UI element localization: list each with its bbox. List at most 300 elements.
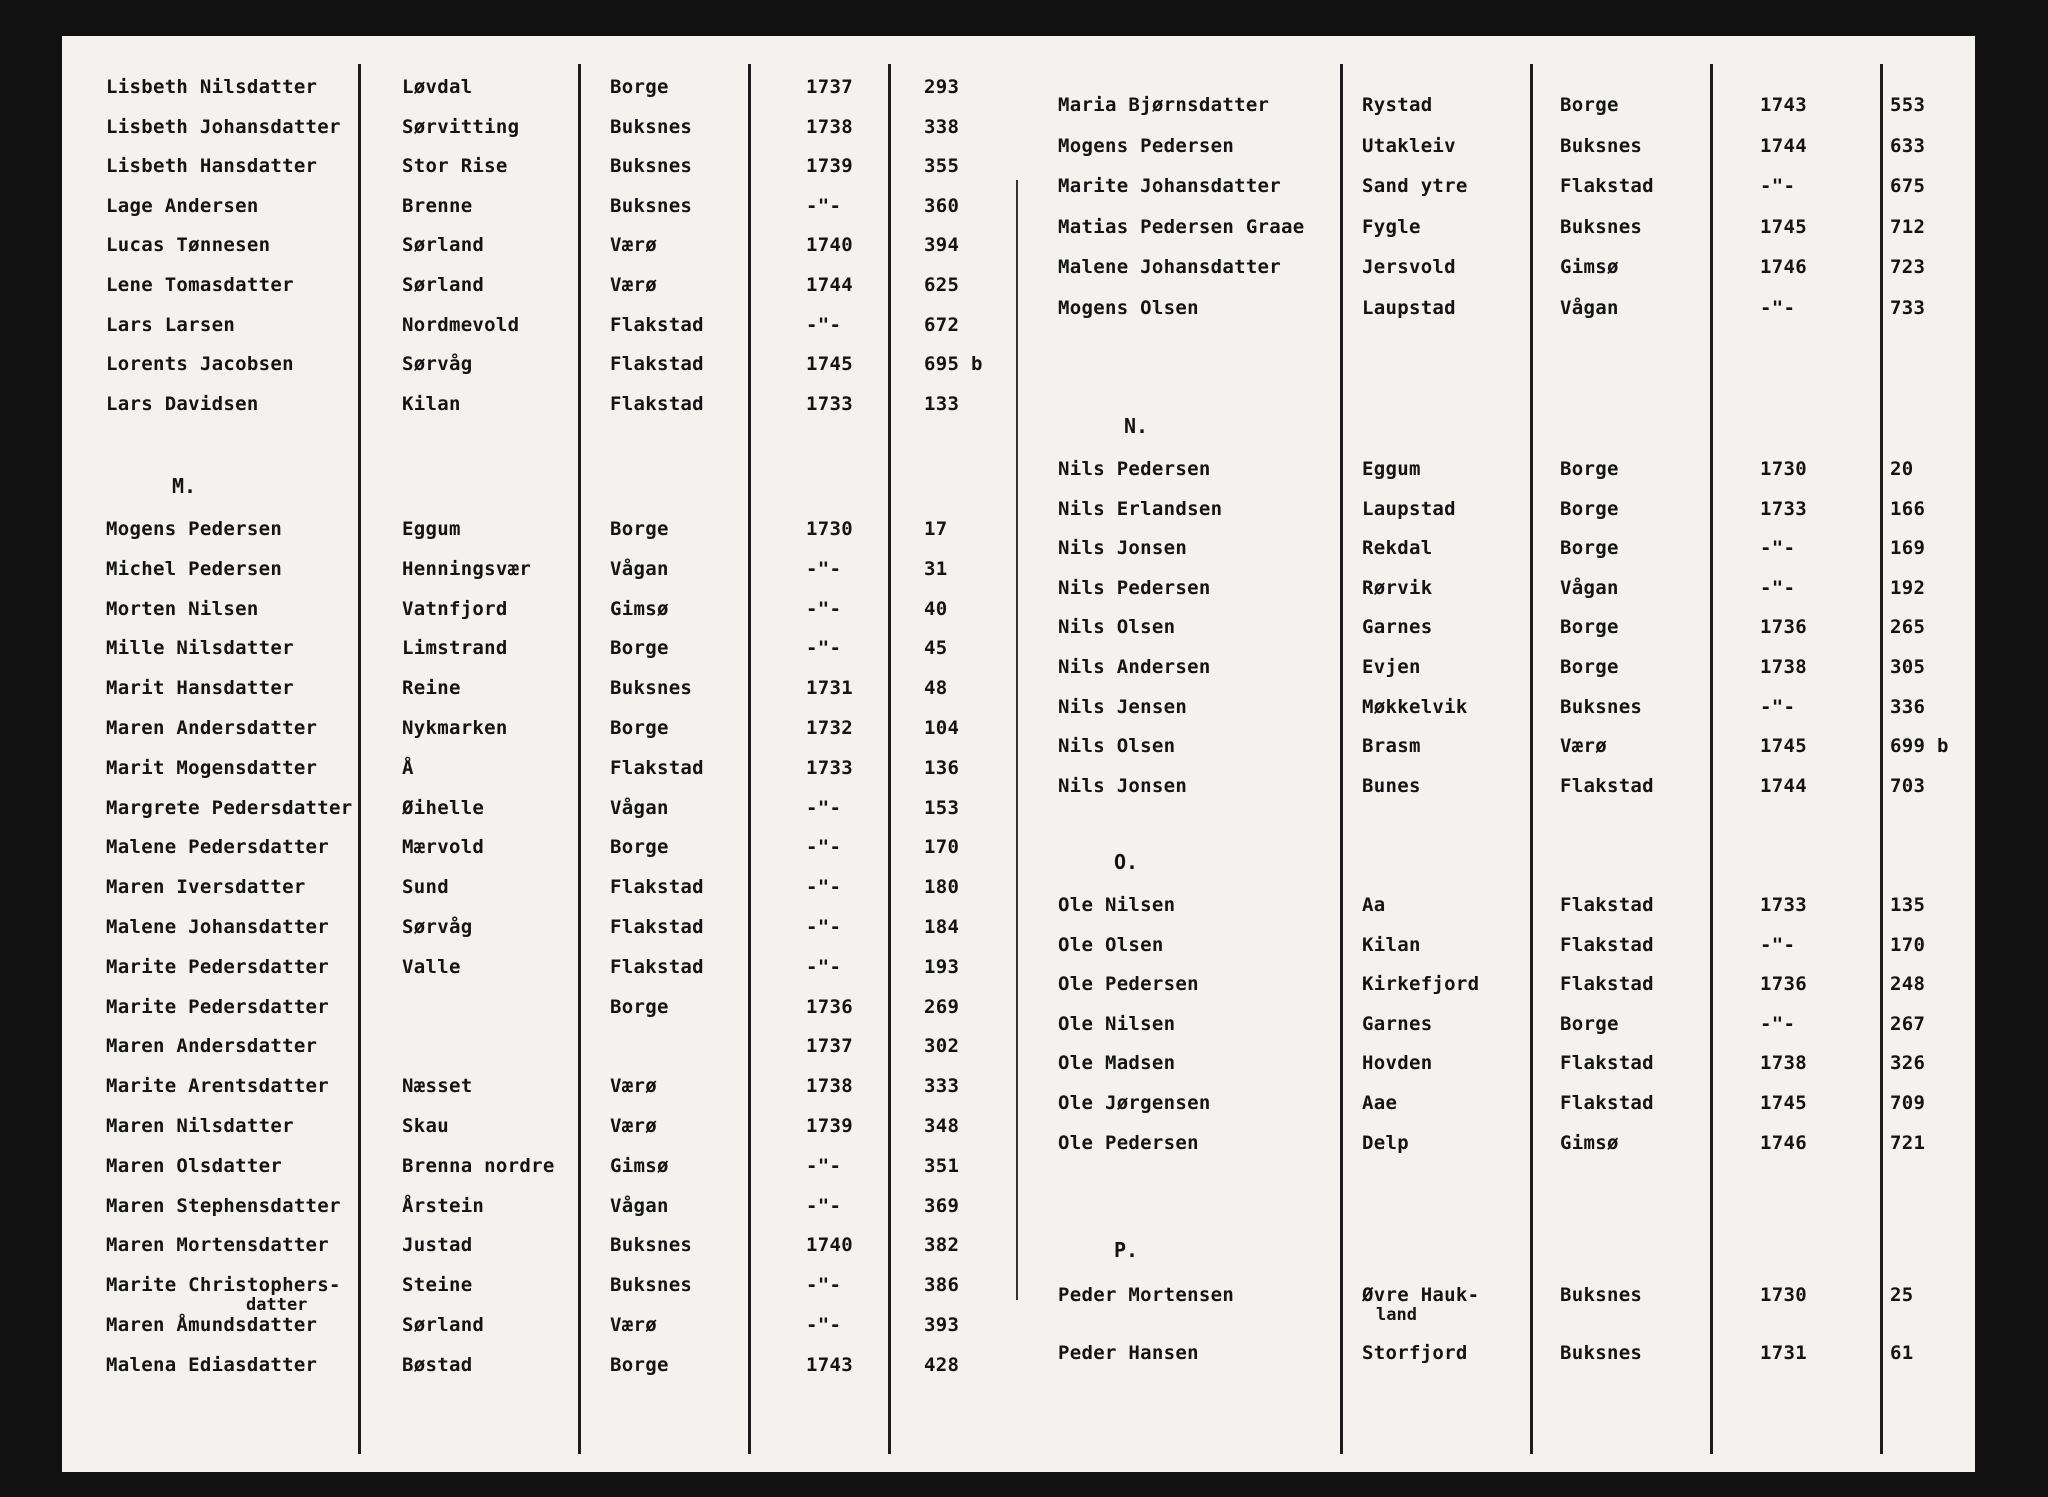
person-name: Maria Bjørnsdatter: [1058, 94, 1270, 116]
person-name: Nils Andersen: [1058, 656, 1211, 678]
section-letter: P.: [1114, 1238, 1139, 1262]
farm-name: Løvdal: [402, 76, 473, 98]
farm-name: Utakleiv: [1362, 134, 1456, 157]
entry-number: 428: [924, 1353, 960, 1376]
register-row: [1030, 969, 1975, 1003]
farm-name: Vatnfjord: [402, 597, 508, 620]
person-name: Nils Erlandsen: [1058, 497, 1223, 520]
person-name: Peder Mortensen: [1058, 1284, 1235, 1306]
year-value: 1745: [806, 353, 853, 376]
farm-name: Sand ytre: [1362, 175, 1468, 197]
year-value: 1744: [1760, 134, 1807, 157]
person-name: Ole Pedersen: [1058, 1131, 1199, 1154]
register-row: [1030, 90, 1975, 124]
farm-name: Hovden: [1362, 1052, 1433, 1075]
year-value: -"-: [1760, 933, 1796, 956]
register-row: [62, 270, 1030, 304]
year-value: 1738: [806, 115, 853, 138]
continuation-text: datter: [246, 1295, 308, 1315]
entry-number: 672: [924, 313, 960, 336]
year-value: 1746: [1760, 1131, 1807, 1154]
year-value: 1733: [806, 756, 853, 779]
binding-thread: [1016, 180, 1018, 1300]
register-row: [62, 72, 1030, 106]
farm-name: Skau: [402, 1115, 449, 1137]
entry-number: 293: [924, 76, 960, 98]
register-row: [62, 594, 1030, 628]
person-name: Lars Larsen: [106, 313, 236, 336]
register-row: [1030, 252, 1975, 286]
year-value: -"-: [806, 1154, 842, 1177]
farm-name: Aae: [1362, 1092, 1398, 1114]
person-name: Ole Madsen: [1058, 1052, 1176, 1075]
year-value: -"-: [806, 955, 842, 978]
parish-name: Borge: [1560, 94, 1619, 116]
register-row: [1030, 171, 1975, 205]
farm-name: Justad: [402, 1234, 473, 1257]
parish-name: Værø: [610, 1314, 657, 1336]
year-value: 1731: [806, 677, 853, 700]
parish-name: Borge: [610, 76, 669, 98]
parish-name: Flakstad: [1560, 774, 1654, 797]
year-value: 1738: [1760, 1052, 1807, 1075]
register-row: [62, 1151, 1030, 1185]
farm-name: Kirkefjord: [1362, 973, 1480, 996]
person-name: Lage Andersen: [106, 194, 259, 217]
entry-number: 170: [924, 836, 960, 859]
farm-name: Bunes: [1362, 774, 1421, 797]
register-row: [62, 349, 1030, 383]
entry-number: 48: [924, 677, 948, 700]
year-value: 1730: [806, 518, 853, 540]
entry-number: 733: [1890, 296, 1926, 319]
parish-name: Vågan: [610, 1194, 669, 1217]
parish-name: Flakstad: [610, 955, 704, 978]
register-row: [1030, 533, 1975, 567]
parish-name: Vågan: [610, 796, 669, 819]
entry-number: 184: [924, 916, 960, 938]
entry-number: 675: [1890, 175, 1926, 197]
parish-name: Borge: [610, 717, 669, 739]
person-name: Michel Pedersen: [106, 557, 283, 580]
farm-name: Delp: [1362, 1131, 1409, 1154]
year-value: 1733: [806, 392, 853, 415]
year-value: 1730: [1760, 458, 1807, 480]
person-name: Lisbeth Hansdatter: [106, 155, 318, 178]
year-value: 1732: [806, 717, 853, 739]
year-value: 1731: [1760, 1342, 1807, 1364]
year-value: -"-: [1760, 296, 1796, 319]
person-name: Mogens Pedersen: [1058, 134, 1235, 157]
year-value: -"-: [806, 597, 842, 620]
entry-number: 394: [924, 234, 960, 257]
register-row: [62, 389, 1030, 423]
register-row: [62, 1111, 1030, 1145]
parish-name: Værø: [610, 1075, 657, 1098]
entry-number: 170: [1890, 933, 1926, 956]
parish-name: Borge: [610, 995, 669, 1018]
parish-name: Flakstad: [610, 313, 704, 336]
register-row: [62, 191, 1030, 225]
parish-name: Borge: [1560, 458, 1619, 480]
year-value: 1736: [1760, 973, 1807, 996]
entry-number: 633: [1890, 134, 1926, 157]
year-value: 1745: [1760, 1092, 1807, 1114]
farm-name: Møkkelvik: [1362, 695, 1468, 718]
person-name: Maren Nilsdatter: [106, 1115, 294, 1137]
farm-name: Sørvåg: [402, 353, 473, 376]
parish-name: Buksnes: [610, 115, 693, 138]
person-name: Mogens Pedersen: [106, 518, 283, 540]
person-name: Maren Iversdatter: [106, 876, 306, 899]
entry-number: 338: [924, 115, 960, 138]
entry-number: 348: [924, 1115, 960, 1137]
register-row: [1030, 1048, 1975, 1082]
person-name: Marit Hansdatter: [106, 677, 294, 700]
entry-number: 305: [1890, 656, 1926, 678]
person-name: Maren Mortensdatter: [106, 1234, 330, 1257]
entry-number: 369: [924, 1194, 960, 1217]
year-value: 1740: [806, 234, 853, 257]
parish-name: Værø: [610, 1115, 657, 1137]
entry-number: 180: [924, 876, 960, 899]
farm-name: Rørvik: [1362, 576, 1433, 599]
farm-name: Fygle: [1362, 215, 1421, 238]
farm-name: Laupstad: [1362, 296, 1456, 319]
register-row: [1030, 692, 1975, 726]
register-row: [1030, 212, 1975, 246]
year-value: -"-: [806, 796, 842, 819]
year-value: -"-: [806, 876, 842, 899]
register-row: [62, 832, 1030, 866]
year-value: 1738: [1760, 656, 1807, 678]
farm-name: Sørvåg: [402, 916, 473, 938]
entry-number: 302: [924, 1035, 960, 1058]
person-name: Margrete Pedersdatter: [106, 796, 353, 819]
farm-name: Rystad: [1362, 94, 1433, 116]
parish-name: Værø: [1560, 735, 1607, 758]
parish-name: Flakstad: [610, 916, 704, 938]
section-letter: O.: [1114, 850, 1139, 874]
person-name: Maren Olsdatter: [106, 1154, 283, 1177]
register-row: [1030, 494, 1975, 528]
parish-name: Vågan: [1560, 576, 1619, 599]
person-name: Mille Nilsdatter: [106, 637, 294, 660]
entry-number: 386: [924, 1274, 960, 1297]
parish-name: Gimsø: [1560, 256, 1619, 278]
year-value: 1737: [806, 1035, 853, 1058]
person-name: Malene Johansdatter: [106, 916, 330, 938]
parish-name: Borge: [610, 637, 669, 660]
person-name: Peder Hansen: [1058, 1342, 1199, 1364]
person-name: Lisbeth Nilsdatter: [106, 76, 318, 98]
year-value: 1730: [1760, 1284, 1807, 1306]
parish-name: Buksnes: [1560, 1342, 1643, 1364]
parish-name: Buksnes: [610, 677, 693, 700]
year-value: -"-: [806, 1194, 842, 1217]
section-letter: N.: [1124, 414, 1149, 438]
person-name: Morten Nilsen: [106, 597, 259, 620]
entry-number: 269: [924, 995, 960, 1018]
register-row: [62, 633, 1030, 667]
register-row: [1030, 293, 1975, 327]
entry-number: 265: [1890, 616, 1926, 639]
year-value: 1743: [1760, 94, 1807, 116]
entry-number: 31: [924, 557, 948, 580]
parish-name: Vågan: [1560, 296, 1619, 319]
year-value: 1743: [806, 1353, 853, 1376]
year-value: 1744: [1760, 774, 1807, 797]
register-row: [1030, 1088, 1975, 1122]
year-value: -"-: [1760, 695, 1796, 718]
farm-name: Henningsvær: [402, 557, 532, 580]
register-row: [1030, 1009, 1975, 1043]
register-row: [62, 1031, 1030, 1065]
parish-name: Flakstad: [1560, 175, 1654, 197]
farm-name: Bøstad: [402, 1353, 473, 1376]
register-row: [62, 713, 1030, 747]
entry-number: 25: [1890, 1284, 1914, 1306]
parish-name: Borge: [1560, 497, 1619, 520]
farm-name: Sund: [402, 876, 449, 899]
person-name: Ole Olsen: [1058, 933, 1164, 956]
person-name: Nils Olsen: [1058, 735, 1176, 758]
register-row: [62, 1310, 1030, 1344]
farm-name: Næsset: [402, 1075, 473, 1098]
person-name: Malene Johansdatter: [1058, 256, 1282, 278]
person-name: Ole Nilsen: [1058, 1012, 1176, 1035]
person-name: Maren Åmundsdatter: [106, 1314, 318, 1336]
entry-number: 723: [1890, 256, 1926, 278]
parish-name: Borge: [610, 836, 669, 859]
entry-number: 355: [924, 155, 960, 178]
entry-number: 721: [1890, 1131, 1926, 1154]
entry-number: 393: [924, 1314, 960, 1336]
farm-name: Valle: [402, 955, 461, 978]
entry-number: 267: [1890, 1012, 1926, 1035]
farm-name: Brenne: [402, 194, 473, 217]
person-name: Ole Jørgensen: [1058, 1092, 1211, 1114]
register-row: [62, 112, 1030, 146]
register-row: [62, 1191, 1030, 1225]
person-name: Marite Arentsdatter: [106, 1075, 330, 1098]
register-row: [1030, 612, 1975, 646]
person-name: Nils Jonsen: [1058, 774, 1188, 797]
parish-name: Flakstad: [1560, 973, 1654, 996]
parish-name: Flakstad: [1560, 1092, 1654, 1114]
register-row: [62, 872, 1030, 906]
person-name: Nils Pedersen: [1058, 576, 1211, 599]
farm-name: Brenna nordre: [402, 1154, 555, 1177]
entry-number: 166: [1890, 497, 1926, 520]
person-name: Ole Pedersen: [1058, 973, 1199, 996]
farm-name: Kilan: [1362, 933, 1421, 956]
entry-number: 326: [1890, 1052, 1926, 1075]
parish-name: Værø: [610, 274, 657, 296]
year-value: -"-: [806, 1314, 842, 1336]
year-value: -"-: [1760, 537, 1796, 560]
entry-number: 40: [924, 597, 948, 620]
farm-name: Eggum: [402, 518, 461, 540]
entry-number: 17: [924, 518, 948, 540]
entry-number: 248: [1890, 973, 1926, 996]
left-page: [62, 36, 1030, 1472]
year-value: 1737: [806, 76, 853, 98]
parish-name: Borge: [1560, 537, 1619, 560]
register-row: [62, 952, 1030, 986]
section-letter: M.: [172, 474, 197, 498]
entry-number: 192: [1890, 576, 1926, 599]
farm-name: Steine: [402, 1274, 473, 1297]
parish-name: Borge: [610, 1353, 669, 1376]
year-value: -"-: [806, 836, 842, 859]
farm-name: Jersvold: [1362, 256, 1456, 278]
entry-number: 61: [1890, 1342, 1914, 1364]
parish-name: Flakstad: [610, 756, 704, 779]
parish-name: Vågan: [610, 557, 669, 580]
farm-name: Sørland: [402, 234, 485, 257]
person-name: Mogens Olsen: [1058, 296, 1199, 319]
parish-name: Buksnes: [610, 194, 693, 217]
parish-name: Borge: [610, 518, 669, 540]
entry-number: 712: [1890, 215, 1926, 238]
register-row: [1030, 454, 1975, 488]
year-value: -"-: [1760, 1012, 1796, 1035]
register-row: [62, 554, 1030, 588]
continuation-text: land: [1376, 1305, 1417, 1325]
register-row: [1030, 1280, 1975, 1314]
year-value: 1733: [1760, 497, 1807, 520]
parish-name: Buksnes: [1560, 1284, 1643, 1306]
year-value: 1745: [1760, 735, 1807, 758]
farm-name: Øihelle: [402, 796, 485, 819]
farm-name: Garnes: [1362, 616, 1433, 639]
entry-number: 133: [924, 392, 960, 415]
register-row: [62, 514, 1030, 548]
year-value: -"-: [806, 916, 842, 938]
register-row: [62, 1270, 1030, 1304]
register-row: [62, 1230, 1030, 1264]
register-row: [62, 230, 1030, 264]
farm-name: Eggum: [1362, 458, 1421, 480]
entry-number: 136: [924, 756, 960, 779]
farm-name: Garnes: [1362, 1012, 1433, 1035]
register-row: [1030, 573, 1975, 607]
entry-number: 333: [924, 1075, 960, 1098]
farm-name: Sørvitting: [402, 115, 520, 138]
entry-number: 703: [1890, 774, 1926, 797]
register-row: [62, 310, 1030, 344]
farm-name: Å: [402, 756, 414, 779]
person-name: Nils Jensen: [1058, 695, 1188, 718]
farm-name: Sørland: [402, 1314, 485, 1336]
register-row: [1030, 731, 1975, 765]
parish-name: Gimsø: [610, 597, 669, 620]
register-row: [1030, 1338, 1975, 1372]
entry-number: 709: [1890, 1092, 1926, 1114]
entry-number: 625: [924, 274, 960, 296]
year-value: 1739: [806, 155, 853, 178]
parish-name: Gimsø: [1560, 1131, 1619, 1154]
person-name: Nils Olsen: [1058, 616, 1176, 639]
entry-number: 135: [1890, 894, 1926, 916]
entry-number: 153: [924, 796, 960, 819]
person-name: Lars Davidsen: [106, 392, 259, 415]
year-value: -"-: [1760, 175, 1796, 197]
entry-number: 351: [924, 1154, 960, 1177]
person-name: Lene Tomasdatter: [106, 274, 294, 296]
farm-name: Evjen: [1362, 656, 1421, 678]
person-name: Lucas Tønnesen: [106, 234, 271, 257]
year-value: 1738: [806, 1075, 853, 1098]
register-row: [62, 793, 1030, 827]
year-value: 1740: [806, 1234, 853, 1257]
parish-name: Flakstad: [1560, 894, 1654, 916]
person-name: Ole Nilsen: [1058, 894, 1176, 916]
parish-name: Flakstad: [610, 392, 704, 415]
register-row: [62, 1071, 1030, 1105]
year-value: -"-: [1760, 576, 1796, 599]
year-value: 1733: [1760, 894, 1807, 916]
register-row: [1030, 131, 1975, 165]
year-value: -"-: [806, 557, 842, 580]
register-row: [1030, 652, 1975, 686]
farm-name: Stor Rise: [402, 155, 508, 178]
entry-number: 360: [924, 194, 960, 217]
person-name: Maren Andersdatter: [106, 1035, 318, 1058]
farm-name: Storfjord: [1362, 1342, 1468, 1364]
right-page: [1030, 36, 1975, 1472]
person-name: Maren Stephensdatter: [106, 1194, 341, 1217]
person-name: Nils Pedersen: [1058, 458, 1211, 480]
parish-name: Buksnes: [610, 1234, 693, 1257]
parish-name: Buksnes: [1560, 695, 1643, 718]
parish-name: Gimsø: [610, 1154, 669, 1177]
register-row: [1030, 930, 1975, 964]
parish-name: Borge: [1560, 616, 1619, 639]
register-row: [62, 912, 1030, 946]
farm-name: Reine: [402, 677, 461, 700]
parish-name: Buksnes: [610, 1274, 693, 1297]
entry-number: 20: [1890, 458, 1914, 480]
year-value: 1746: [1760, 256, 1807, 278]
person-name: Lisbeth Johansdatter: [106, 115, 341, 138]
person-name: Maren Andersdatter: [106, 717, 318, 739]
farm-name: Sørland: [402, 274, 485, 296]
farm-name: Brasm: [1362, 735, 1421, 758]
entry-number: 695 b: [924, 353, 983, 376]
parish-name: Borge: [1560, 1012, 1619, 1035]
farm-name: Laupstad: [1362, 497, 1456, 520]
year-value: -"-: [806, 637, 842, 660]
register-row: [62, 753, 1030, 787]
parish-name: Buksnes: [1560, 215, 1643, 238]
farm-name: Årstein: [402, 1194, 485, 1217]
person-name: Nils Jonsen: [1058, 537, 1188, 560]
register-row: [1030, 771, 1975, 805]
person-name: Marite Pedersdatter: [106, 955, 330, 978]
parish-name: Flakstad: [1560, 1052, 1654, 1075]
farm-name: Rekdal: [1362, 537, 1433, 560]
parish-name: Borge: [1560, 656, 1619, 678]
person-name: Marit Mogensdatter: [106, 756, 318, 779]
entry-number: 336: [1890, 695, 1926, 718]
farm-name: Nykmarken: [402, 717, 508, 739]
entry-number: 699 b: [1890, 735, 1949, 758]
farm-name: Limstrand: [402, 637, 508, 660]
person-name: Lorents Jacobsen: [106, 353, 294, 376]
year-value: 1736: [806, 995, 853, 1018]
